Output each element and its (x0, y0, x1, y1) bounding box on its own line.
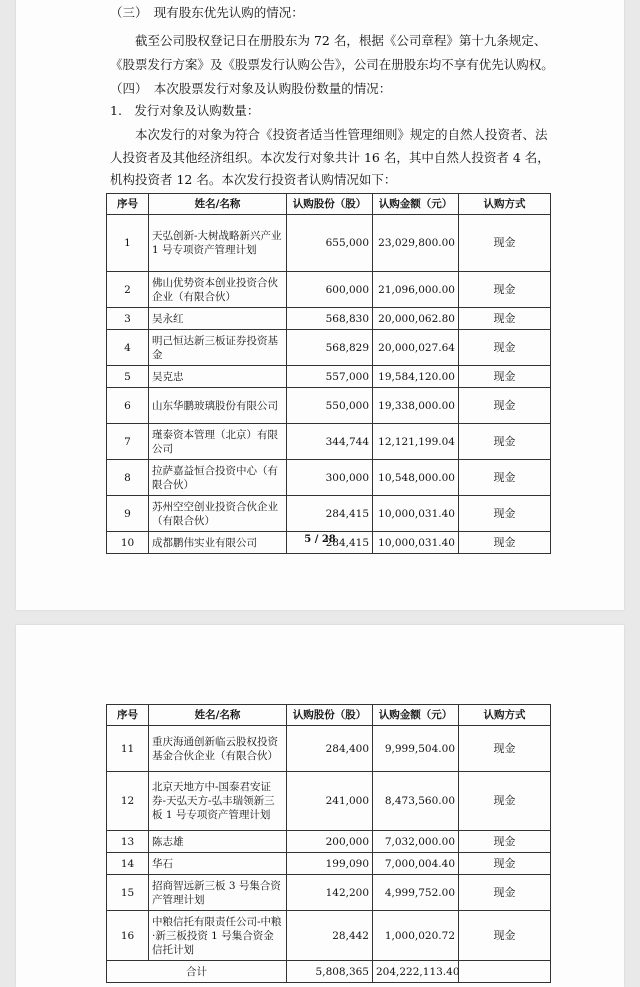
investor-name: 中粮信托有限责任公司-中粮·新三板投资 1 号集合资金信托计划 (149, 911, 287, 961)
table-row (107, 875, 551, 911)
subscription-method: 现金 (459, 772, 551, 831)
header-no: 序号 (107, 705, 149, 726)
subscribed-amount: 10,000,031.40 (373, 532, 459, 554)
subscribed-shares: 557,000 (287, 366, 373, 388)
total-shares: 5,808,365 (287, 961, 373, 983)
document-page-5 (16, 0, 624, 610)
table-header-row (107, 705, 551, 726)
section-heading-4: （四） 本次股票发行对象及认购股份数量的情况： (110, 81, 392, 96)
subscription-method: 现金 (459, 388, 551, 424)
subscribed-shares: 241,000 (287, 772, 373, 831)
subscribed-shares: 568,830 (287, 308, 373, 330)
row-number: 7 (107, 424, 149, 460)
table-row (107, 366, 551, 388)
subscription-method: 现金 (459, 911, 551, 961)
subscription-method: 现金 (459, 215, 551, 272)
subscribed-amount: 8,473,560.00 (373, 772, 459, 831)
investor-name: 佛山优势资本创业投资合伙企业（有限合伙） (149, 272, 287, 308)
paragraph-line: 机构投资者 12 名。本次发行投资者认购情况如下： (110, 172, 397, 187)
investor-name: 山东华鹏玻璃股份有限公司 (149, 388, 287, 424)
row-number: 13 (107, 831, 149, 853)
table-row (107, 215, 551, 272)
row-number: 11 (107, 726, 149, 772)
section-heading-3: （三） 现有股东优先认购的情况： (110, 5, 304, 20)
investor-name: 成都鹏伟实业有限公司 (149, 532, 287, 554)
row-number: 6 (107, 388, 149, 424)
investor-name: 吴永红 (149, 308, 287, 330)
subscribed-shares: 300,000 (287, 460, 373, 496)
table-row (107, 772, 551, 831)
table-row (107, 388, 551, 424)
subscribed-amount: 19,338,000.00 (373, 388, 459, 424)
page-number: 5 / 28 (304, 534, 336, 545)
investor-name: 陈志雄 (149, 831, 287, 853)
investor-name: 明己恒达新三板证券投资基金 (149, 330, 287, 366)
header-name: 姓名/名称 (149, 194, 287, 215)
document-page-6 (16, 625, 624, 987)
table-header-row (107, 194, 551, 215)
table-row (107, 726, 551, 772)
paragraph-line: 本次发行的对象为符合《投资者适当性管理细则》规定的自然人投资者、法 (135, 127, 548, 142)
table-row (107, 496, 551, 532)
total-label: 合计 (107, 961, 287, 983)
row-number: 1 (107, 215, 149, 272)
header-shares: 认购股份（股） (287, 194, 373, 215)
subscription-method: 现金 (459, 460, 551, 496)
subscription-method: 现金 (459, 853, 551, 875)
subscribed-shares: 284,415 (287, 532, 373, 554)
subscription-method: 现金 (459, 496, 551, 532)
subscription-method: 现金 (459, 366, 551, 388)
row-number: 9 (107, 496, 149, 532)
subscribed-amount: 4,999,752.00 (373, 875, 459, 911)
paragraph-line: 人投资者及其他经济组织。本次发行对象共计 16 名，其中自然人投资者 4 名， (110, 150, 550, 165)
investor-table-part2 (106, 704, 551, 983)
row-number: 5 (107, 366, 149, 388)
table-total-row (107, 961, 551, 983)
header-method: 认购方式 (459, 194, 551, 215)
row-number: 12 (107, 772, 149, 831)
paragraph-line: 截至公司股权登记日在册股东为 72 名，根据《公司章程》第十九条规定、 (135, 33, 547, 48)
row-number: 14 (107, 853, 149, 875)
subscribed-amount: 21,096,000.00 (373, 272, 459, 308)
subscription-method: 现金 (459, 831, 551, 853)
table-row (107, 853, 551, 875)
table-row (107, 911, 551, 961)
row-number: 4 (107, 330, 149, 366)
subscribed-amount: 7,000,004.40 (373, 853, 459, 875)
subscribed-shares: 568,829 (287, 330, 373, 366)
row-number: 15 (107, 875, 149, 911)
subscribed-amount: 1,000,020.72 (373, 911, 459, 961)
paragraph-line: 《股票发行方案》及《股票发行认购公告》，公司在册股东均不享有优先认购权。 (110, 57, 554, 72)
subsection-heading: 1. 发行对象及认购数量： (110, 103, 260, 118)
header-amount: 认购金额（元） (373, 705, 459, 726)
subscribed-shares: 284,400 (287, 726, 373, 772)
subscribed-shares: 200,000 (287, 831, 373, 853)
investor-name: 天弘创新-大树战略新兴产业 1 号专项资产管理计划 (149, 215, 287, 272)
investor-name: 招商智远新三板 3 号集合资产管理计划 (149, 875, 287, 911)
subscribed-shares: 142,200 (287, 875, 373, 911)
investor-name: 苏州空空创业投资合伙企业（有限合伙） (149, 496, 287, 532)
total-amount: 204,222,113.40 (373, 961, 459, 983)
row-number: 8 (107, 460, 149, 496)
subscribed-shares: 284,415 (287, 496, 373, 532)
table-row (107, 424, 551, 460)
subscribed-amount: 9,999,504.00 (373, 726, 459, 772)
subscribed-amount: 23,029,800.00 (373, 215, 459, 272)
subscription-method: 现金 (459, 424, 551, 460)
subscribed-shares: 28,442 (287, 911, 373, 961)
subscribed-shares: 655,000 (287, 215, 373, 272)
investor-name: 瑾泰资本管理（北京）有限公司 (149, 424, 287, 460)
subscribed-amount: 12,121,199.04 (373, 424, 459, 460)
table-row (107, 460, 551, 496)
investor-name: 华石 (149, 853, 287, 875)
header-method: 认购方式 (459, 705, 551, 726)
row-number: 16 (107, 911, 149, 961)
subscribed-shares: 199,090 (287, 853, 373, 875)
investor-name: 拉萨嘉益恒合投资中心（有限合伙） (149, 460, 287, 496)
investor-name: 北京天地方中-国泰君安证券-天弘天方-弘丰瑞领新三板 1 号专项资产管理计划 (149, 772, 287, 831)
subscribed-amount: 20,000,062.80 (373, 308, 459, 330)
subscribed-amount: 7,032,000.00 (373, 831, 459, 853)
subscribed-amount: 10,000,031.40 (373, 496, 459, 532)
table-row (107, 330, 551, 366)
subscription-method: 现金 (459, 875, 551, 911)
subscription-method: 现金 (459, 532, 551, 554)
subscribed-amount: 20,000,027.64 (373, 330, 459, 366)
row-number: 3 (107, 308, 149, 330)
row-number: 2 (107, 272, 149, 308)
header-name: 姓名/名称 (149, 705, 287, 726)
subscribed-amount: 19,584,120.00 (373, 366, 459, 388)
subscription-method: 现金 (459, 726, 551, 772)
subscribed-shares: 344,744 (287, 424, 373, 460)
table-row (107, 272, 551, 308)
subscription-method: 现金 (459, 272, 551, 308)
table-row (107, 831, 551, 853)
subscribed-shares: 600,000 (287, 272, 373, 308)
subscribed-amount: 10,548,000.00 (373, 460, 459, 496)
investor-name: 吴克忠 (149, 366, 287, 388)
header-amount: 认购金额（元） (373, 194, 459, 215)
subscribed-shares: 550,000 (287, 388, 373, 424)
table-row (107, 308, 551, 330)
subscription-method: 现金 (459, 308, 551, 330)
header-no: 序号 (107, 194, 149, 215)
investor-table-part1 (106, 193, 551, 554)
investor-name: 重庆海通创新临云股权投资基金合伙企业（有限合伙） (149, 726, 287, 772)
subscription-method: 现金 (459, 330, 551, 366)
row-number: 10 (107, 532, 149, 554)
total-method (459, 961, 551, 983)
header-shares: 认购股份（股） (287, 705, 373, 726)
